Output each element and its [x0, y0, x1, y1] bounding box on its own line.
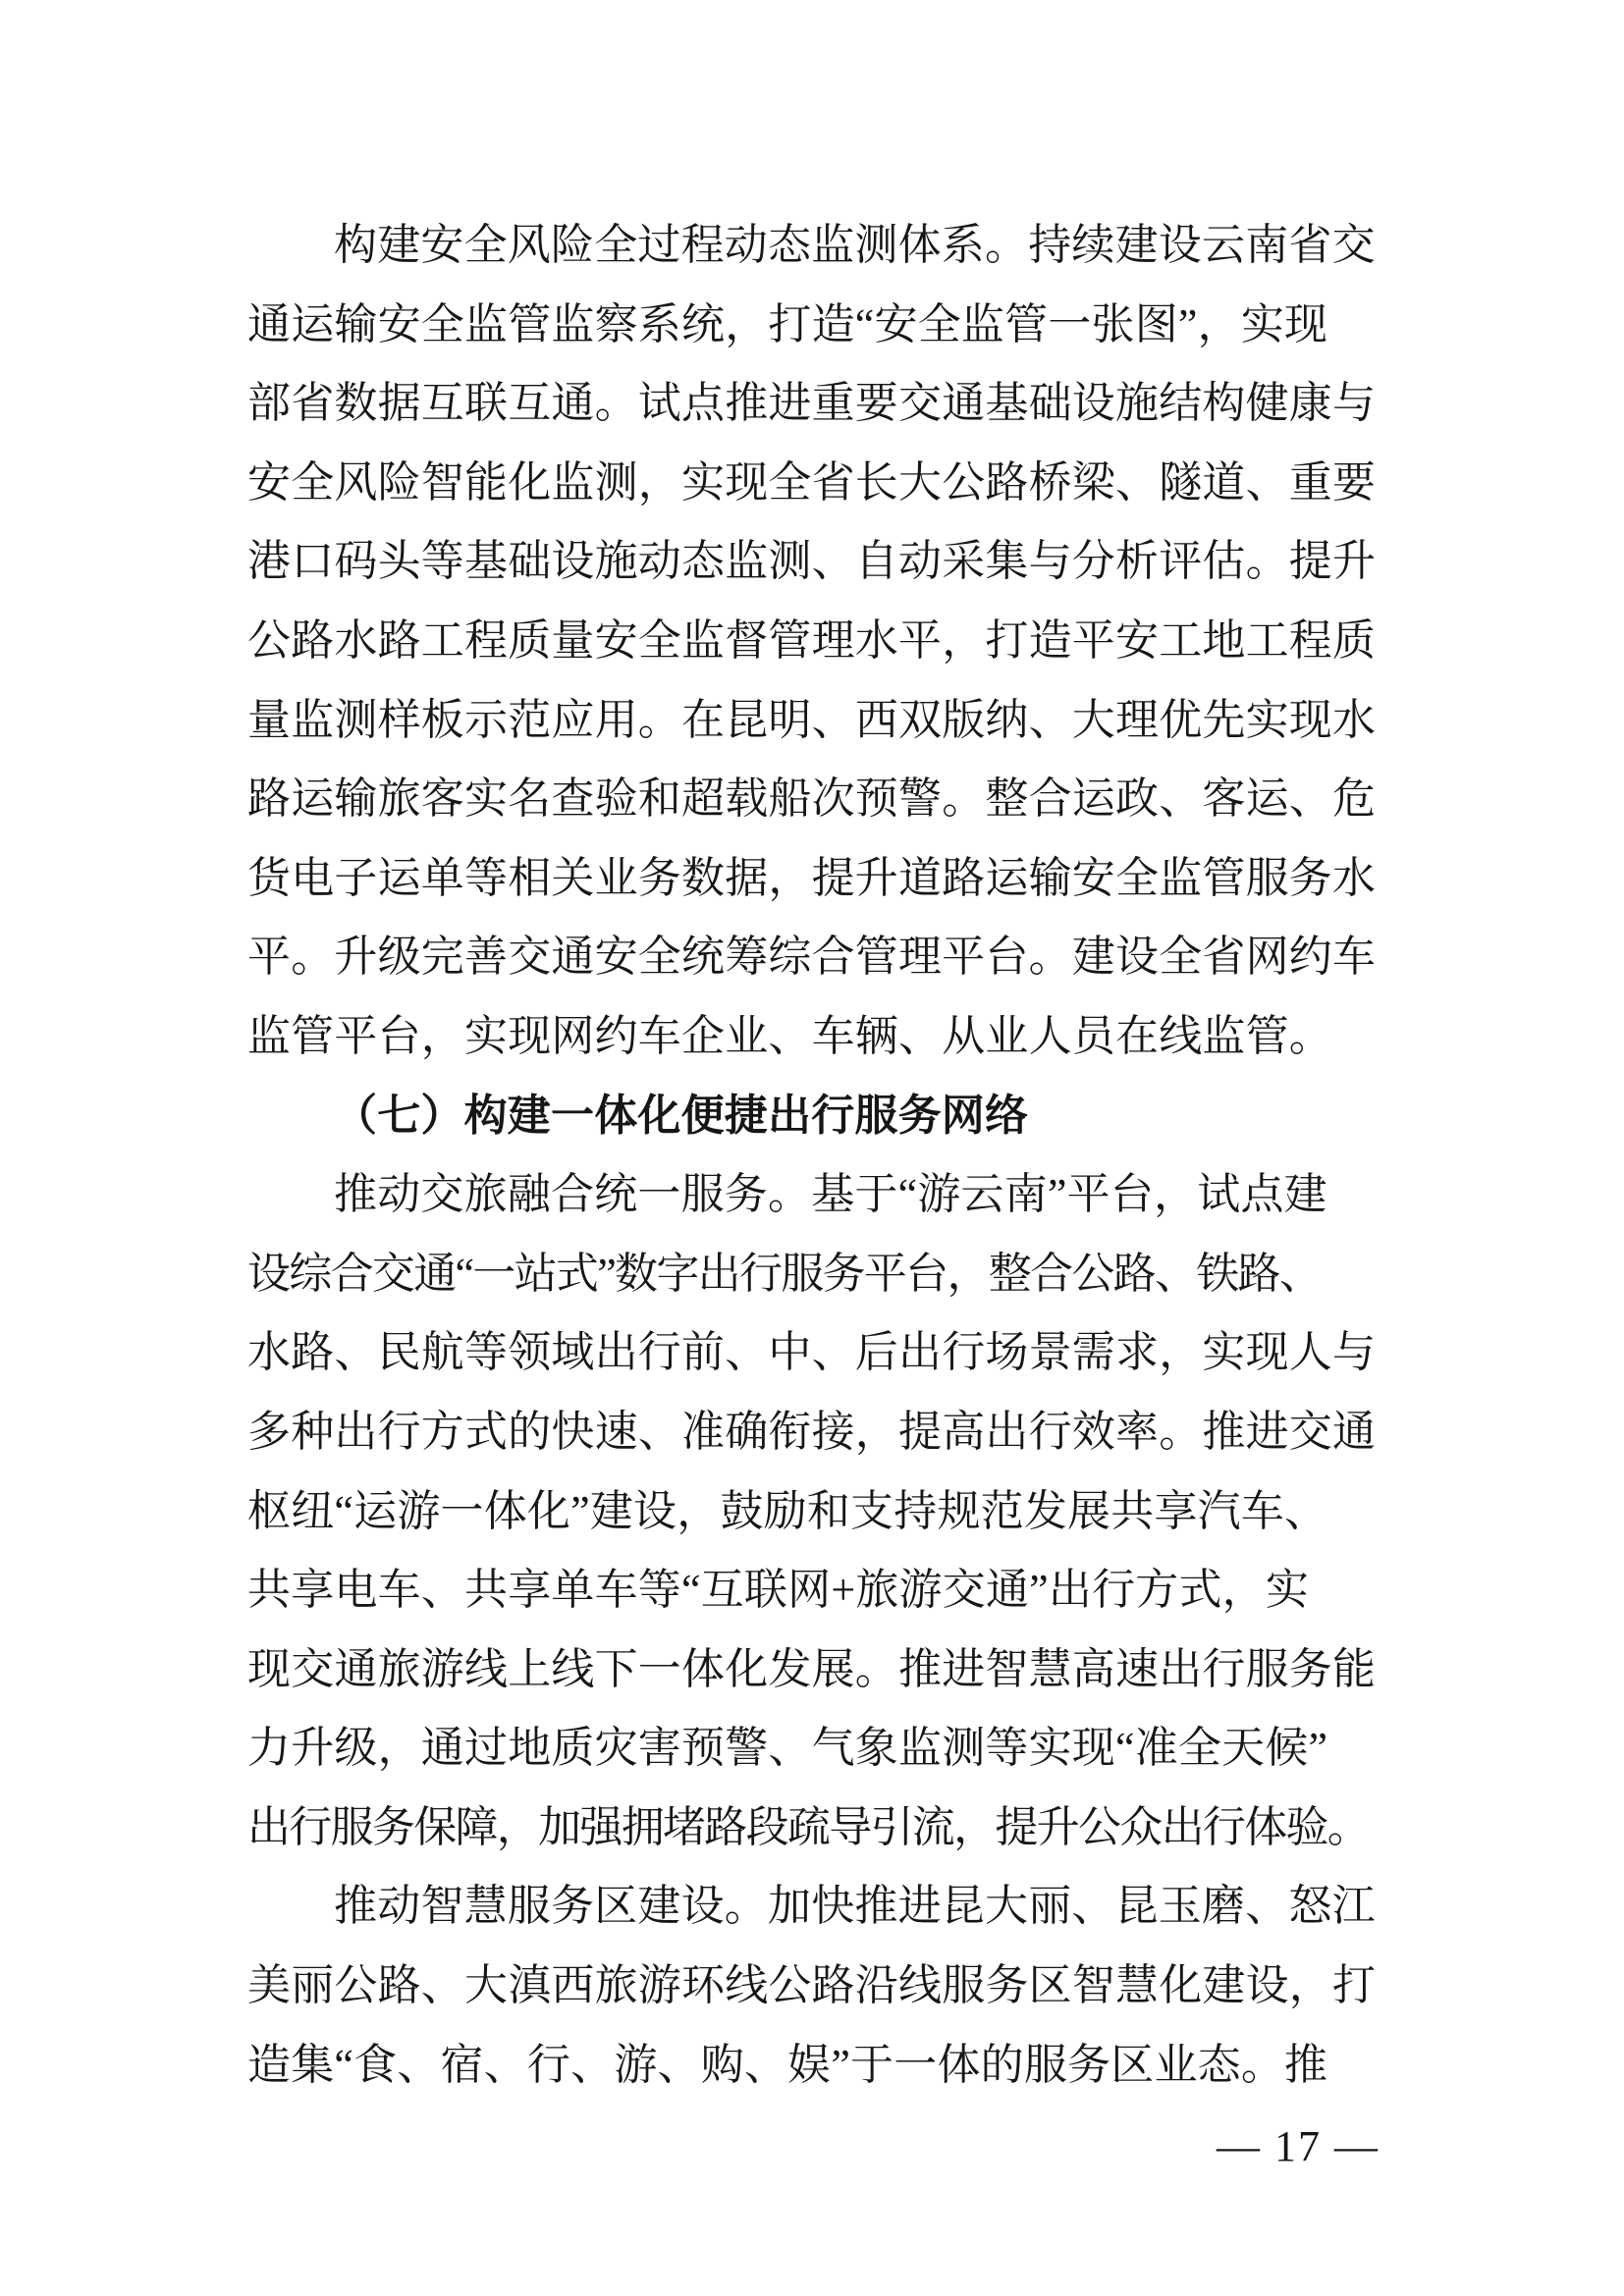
text-line: 共享电车、共享单车等“互联网+旅游交通”出行方式，实 — [247, 1566, 1310, 1615]
text-line: 现交通旅游线上线下一体化发展。推进智慧高速出行服务能 — [247, 1644, 1377, 1693]
text-line: 监管平台，实现网约车企业、车辆、从业人员在线监管。 — [247, 1011, 1332, 1060]
text-line: 通运输安全监管监察系统，打造“安全监管一张图”，实现 — [247, 299, 1328, 348]
text-line: 枢纽“运游一体化”建设，鼓励和支持规范发展共享汽车、 — [247, 1486, 1328, 1535]
text-line: 推动交旅融合统一服务。基于“游云南”平台，试点建 — [334, 1170, 1327, 1219]
text-line: 货电子运单等相关业务数据，提升道路运输安全监管服务水 — [247, 853, 1377, 902]
text-line: 量监测样板示范应用。在昆明、西双版纳、大理优先实现水 — [247, 695, 1377, 744]
text-line: 路运输旅客实名查验和超载船次预警。整合运政、客运、危 — [247, 774, 1377, 824]
text-line: 多种出行方式的快速、准确衔接，提高出行效率。推进交通 — [247, 1407, 1377, 1456]
text-line: 力升级，通过地质灾害预警、气象监测等实现“准全天候” — [247, 1724, 1328, 1773]
text-line: 美丽公路、大滇西旅游环线公路沿线服务区智慧化建设，打 — [247, 1961, 1377, 2010]
text-line: 安全风险智能化监测，实现全省长大公路桥梁、隧道、重要 — [247, 457, 1377, 507]
text-block — [247, 206, 1386, 2105]
text-line: 港口码头等基础设施动态监测、自动采集与分析评估。提升 — [247, 537, 1377, 586]
text-line: 部省数据互联互通。试点推进重要交通基础设施结构健康与 — [247, 379, 1377, 428]
section-heading: （七）构建一体化便捷出行服务网络 — [334, 1091, 1029, 1140]
text-line: 构建安全风险全过程动态监测体系。持续建设云南省交 — [334, 221, 1376, 269]
text-line: 推动智慧服务区建设。加快推进昆大丽、昆玉磨、怒江 — [334, 1882, 1376, 1931]
text-line: 水路、民航等领域出行前、中、后出行场景需求，实现人与 — [247, 1328, 1377, 1377]
page-number: — 17 — — [1217, 2122, 1380, 2170]
text-line: 造集“食、宿、行、游、购、娱”于一体的服务区业态。推 — [247, 2040, 1328, 2089]
text-line: 出行服务保障，加强拥堵路段疏导引流，提升公众出行体验。 — [247, 1802, 1370, 1851]
text-line: 公路水路工程质量安全监督管理水平，打造平安工地工程质 — [247, 615, 1377, 665]
text-line: 设综合交通“一站式”数字出行服务平台，整合公路、铁路、 — [247, 1249, 1322, 1298]
text-line: 平。升级完善交通安全统筹综合管理平台。建设全省网约车 — [247, 933, 1377, 982]
